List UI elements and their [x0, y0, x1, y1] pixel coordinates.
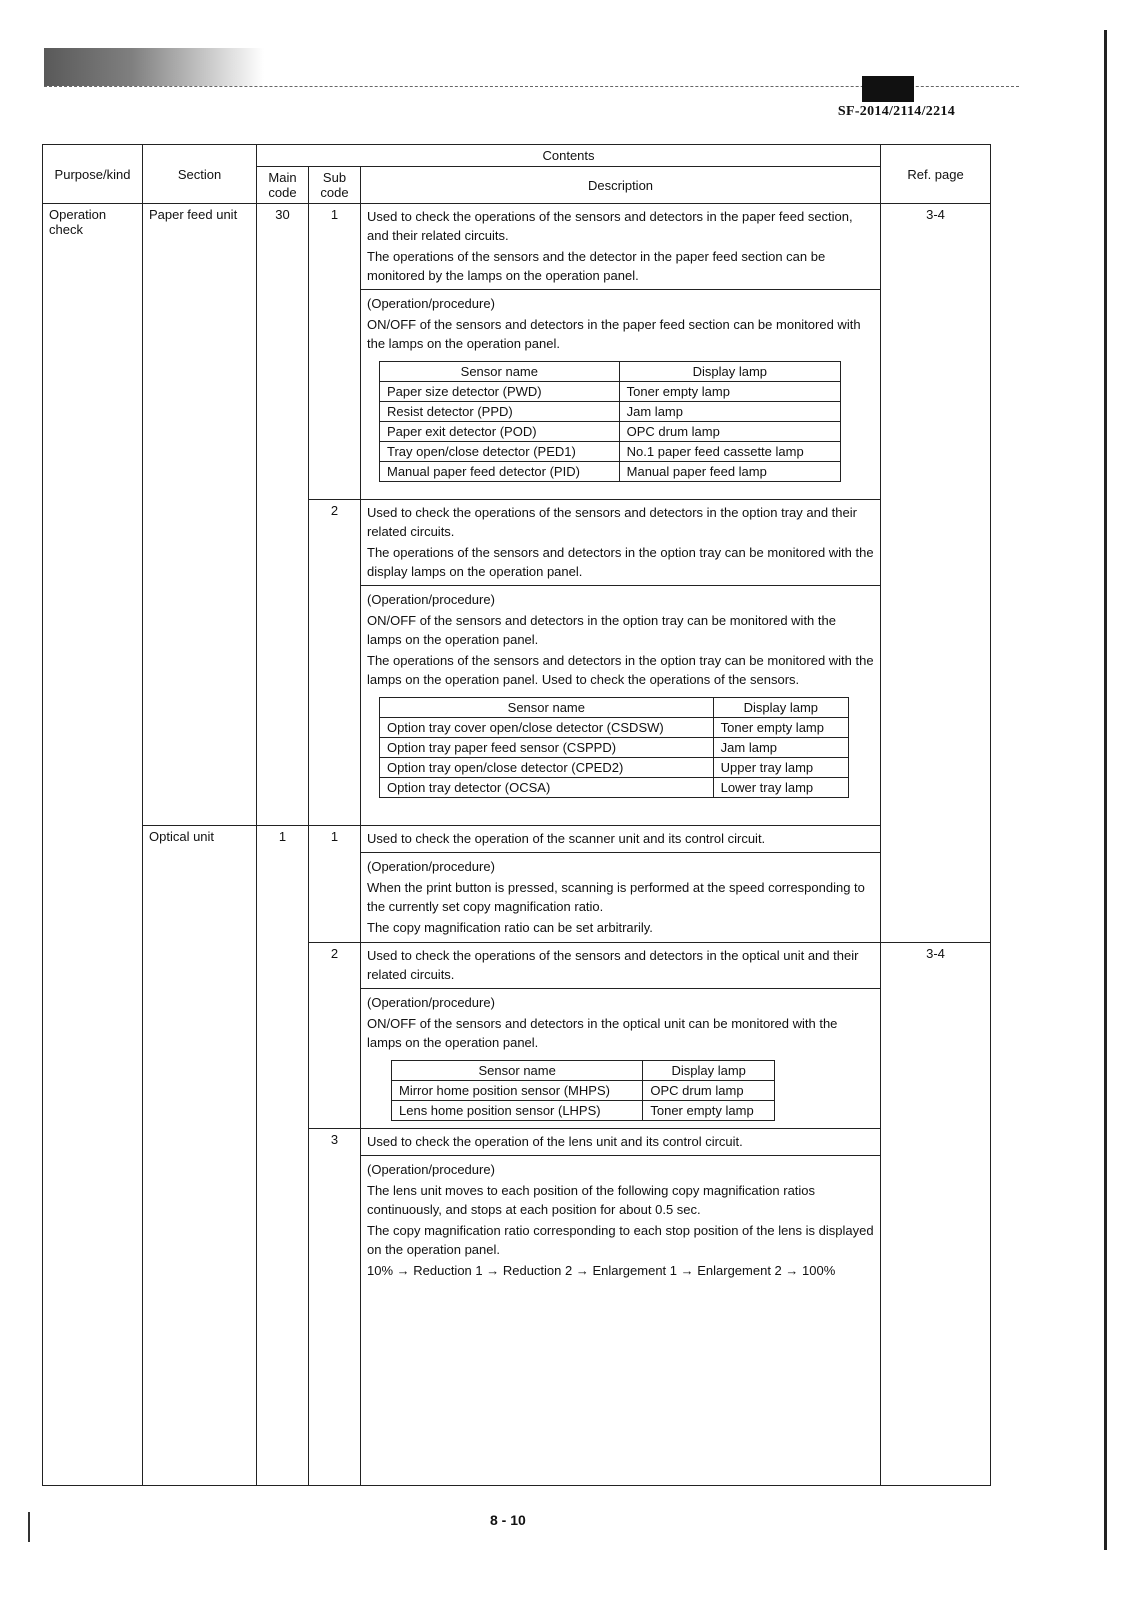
display-lamp-header: Display lamp: [643, 1061, 775, 1081]
page-edge-line: [1104, 30, 1107, 1550]
section-paper-feed: Paper feed unit: [143, 204, 257, 826]
sub-code-1-1: 1: [309, 826, 361, 943]
sensor-name: Paper size detector (PWD): [380, 382, 620, 402]
sensor-table-30-1: [379, 361, 841, 482]
desc-text: Used to check the operation of the scanner unit and its control circuit.: [367, 831, 766, 846]
display-lamp: OPC drum lamp: [643, 1081, 775, 1101]
desc-text: Used to check the operations of the sensors and detectors in the paper feed section, and their related circuits.: [367, 209, 853, 243]
sensor-name: Option tray cover open/close detector (CSDSW): [380, 718, 714, 738]
sensor-name: Option tray open/close detector (CPED2): [380, 758, 714, 778]
desc-text: The operations of the sensors and the detector in the paper feed section can be monitored by the lamps on the operation panel.: [367, 249, 826, 283]
sensor-table-30-2: [379, 697, 849, 798]
display-lamp: Toner empty lamp: [713, 718, 848, 738]
sensor-name: Option tray paper feed sensor (CSPPD): [380, 738, 714, 758]
procedure-text: The copy magnification ratio can be set arbitrarily.: [367, 920, 653, 935]
main-code-1: 1: [257, 826, 309, 1486]
display-lamp-header: Display lamp: [619, 362, 840, 382]
divider: [361, 852, 880, 853]
sensor-name: Paper exit detector (POD): [380, 422, 620, 442]
procedure-text: ON/OFF of the sensors and detectors in the option tray can be monitored with the lamps on the operation panel.: [367, 613, 836, 647]
page-edge-tick: [28, 1512, 30, 1542]
ref-page-30-1: 3-4: [881, 204, 991, 943]
procedure-title: (Operation/procedure): [367, 1162, 495, 1177]
divider: [361, 988, 880, 989]
description-30-1: [361, 204, 881, 500]
procedure-text: ON/OFF of the sensors and detectors in the paper feed section can be monitored with the lamps on the operation panel.: [367, 317, 861, 351]
ref-page-1-2: 3-4: [881, 943, 991, 1486]
display-lamp: No.1 paper feed cassette lamp: [619, 442, 840, 462]
sensor-name: Tray open/close detector (PED1): [380, 442, 620, 462]
scan-artifact-block: [862, 76, 914, 102]
sensor-name: Manual paper feed detector (PID): [380, 462, 620, 482]
display-lamp: Jam lamp: [619, 402, 840, 422]
desc-text: The operations of the sensors and detectors in the option tray can be monitored with the display lamps on the operation panel.: [367, 545, 874, 579]
display-lamp: Jam lamp: [713, 738, 848, 758]
display-lamp: Toner empty lamp: [619, 382, 840, 402]
procedure-title: (Operation/procedure): [367, 296, 495, 311]
header-main-code: Main code: [257, 167, 309, 204]
sensor-name-header: Sensor name: [380, 362, 620, 382]
description-1-1: [361, 826, 881, 943]
desc-text: Used to check the operations of the sensors and detectors in the option tray and their related circuits.: [367, 505, 857, 539]
procedure-text: The copy magnification ratio corresponding to each stop position of the lens is displayed on the operation panel.: [367, 1223, 874, 1257]
divider: [361, 1155, 880, 1156]
sensor-name-header: Sensor name: [392, 1061, 643, 1081]
sub-code-30-2: 2: [309, 500, 361, 826]
main-code-30: 30: [257, 204, 309, 826]
description-1-2: [361, 943, 881, 1129]
procedure-text: When the print button is pressed, scanning is performed at the speed corresponding to the currently set copy magnification ratio.: [367, 880, 865, 914]
scan-artifact: [44, 48, 264, 86]
description-30-2: [361, 500, 881, 826]
sub-code-1-3: 3: [309, 1129, 361, 1486]
display-lamp: OPC drum lamp: [619, 422, 840, 442]
procedure-title: (Operation/procedure): [367, 859, 495, 874]
sensor-name-header: Sensor name: [380, 698, 714, 718]
section-optical: Optical unit: [143, 826, 257, 1486]
document-id: SF-2014/2114/2214: [837, 104, 955, 119]
sub-code-30-1: 1: [309, 204, 361, 500]
header-description: Description: [361, 167, 881, 204]
header-contents: Contents: [257, 145, 881, 167]
sensor-name: Lens home position sensor (LHPS): [392, 1101, 643, 1121]
display-lamp: Lower tray lamp: [713, 778, 848, 798]
sensor-name: Resist detector (PPD): [380, 402, 620, 422]
header-ref-page: Ref. page: [881, 145, 991, 204]
sensor-table-1-2: [391, 1060, 775, 1121]
sensor-name: Mirror home position sensor (MHPS): [392, 1081, 643, 1101]
desc-text: Used to check the operation of the lens unit and its control circuit.: [367, 1134, 743, 1149]
display-lamp: Toner empty lamp: [643, 1101, 775, 1121]
service-code-table: [42, 144, 991, 1486]
display-lamp-header: Display lamp: [713, 698, 848, 718]
purpose-cell: Operation check: [43, 204, 143, 1486]
header-purpose: Purpose/kind: [43, 145, 143, 204]
magnification-sequence: 10% → Reduction 1 → Reduction 2 → Enlargement 1 → Enlargement 2 → 100%: [367, 1263, 836, 1278]
procedure-text: The lens unit moves to each position of the following copy magnification ratios continuously, and stops at each position for about 0.5 sec.: [367, 1183, 816, 1217]
header-section: Section: [143, 145, 257, 204]
description-1-3: [361, 1129, 881, 1486]
sub-code-1-2: 2: [309, 943, 361, 1129]
header-sub-code: Sub code: [309, 167, 361, 204]
procedure-text: The operations of the sensors and detectors in the option tray can be monitored with the lamps on the operation panel. Used to check the operations of the sensors.: [367, 653, 874, 687]
display-lamp: Upper tray lamp: [713, 758, 848, 778]
page-number: 8 - 10: [490, 1512, 526, 1528]
divider: [361, 289, 880, 290]
desc-text: Used to check the operations of the sensors and detectors in the optical unit and their related circuits.: [367, 948, 859, 982]
divider: [361, 585, 880, 586]
procedure-title: (Operation/procedure): [367, 995, 495, 1010]
display-lamp: Manual paper feed lamp: [619, 462, 840, 482]
procedure-title: (Operation/procedure): [367, 592, 495, 607]
procedure-text: ON/OFF of the sensors and detectors in the optical unit can be monitored with the lamps on the operation panel.: [367, 1016, 838, 1050]
sensor-name: Option tray detector (OCSA): [380, 778, 714, 798]
